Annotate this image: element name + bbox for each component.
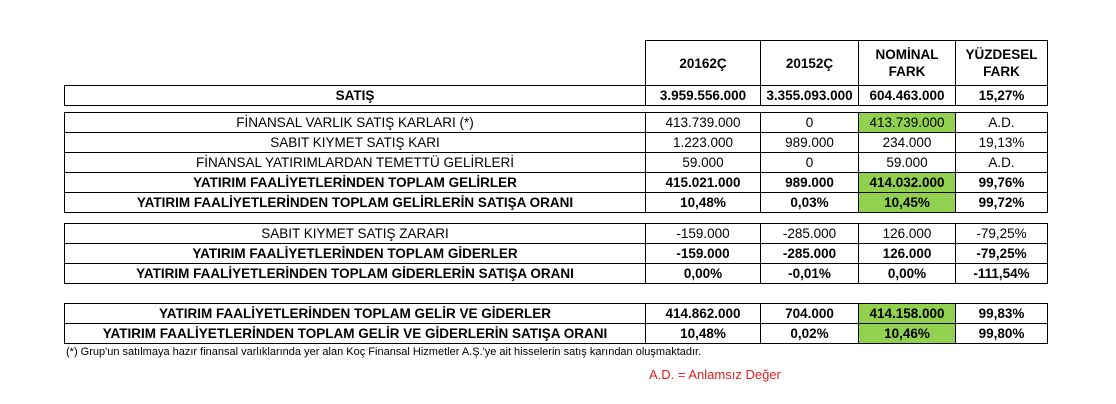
- table-row: YATIRIM FAALİYETLERİNDEN TOPLAM GELİR VE GİDERLER 414.862.000 704.000 414.158.000 99,83%: [65, 304, 1048, 324]
- giderler-table: [64, 223, 1048, 284]
- table-row: YATIRIM FAALİYETLERİNDEN TOPLAM GELİR VE GİDERLERİN SATIŞA ORANI 10,48% 0,02% 10,46% 99,80%: [65, 324, 1048, 344]
- table-row: SABIT KIYMET SATIŞ ZARARI -159.000 -285.000 126.000 -79,25%: [65, 224, 1048, 244]
- row-satis: SATIŞ 3.959.556.000 3.355.093.000 604.463.000 15,27%: [65, 86, 1048, 106]
- table-row: YATIRIM FAALİYETLERİNDEN TOPLAM GELİRLER 415.021.000 989.000 414.032.000 99,76%: [65, 173, 1048, 193]
- header-nominal-fark: NOMİNAL FARK: [859, 41, 956, 86]
- header-yuzdesel-fark: YÜZDESEL FARK: [956, 41, 1048, 86]
- footnote: (*) Grup'un satılmaya hazır finansal varlıklarında yer alan Koç Finansal Hizmetler A.Ş.'ye ait hisselerin satış karından oluşmaktadır.: [66, 346, 702, 358]
- satis-label: SATIŞ: [65, 86, 646, 106]
- table-row: YATIRIM FAALİYETLERİNDEN TOPLAM GİDERLER -159.000 -285.000 126.000 -79,25%: [65, 244, 1048, 264]
- header-2015: 20152Ç: [761, 41, 859, 86]
- header-table: [64, 40, 1048, 106]
- toplam-table: [64, 303, 1048, 344]
- table-row: FİNANSAL YATIRIMLARDAN TEMETTÜ GELİRLERİ 59.000 0 59.000 A.D.: [65, 153, 1048, 173]
- table-row: YATIRIM FAALİYETLERİNDEN TOPLAM GİDERLERİN SATIŞA ORANI 0,00% -0,01% 0,00% -111,54%: [65, 264, 1048, 284]
- table-row: FİNANSAL VARLIK SATIŞ KARLARI (*) 413.739.000 0 413.739.000 A.D.: [65, 113, 1048, 133]
- table-row: YATIRIM FAALİYETLERİNDEN TOPLAM GELİRLERİN SATIŞA ORANI 10,48% 0,03% 10,45% 99,72%: [65, 193, 1048, 213]
- gelirler-table: [64, 112, 1048, 213]
- legend-text: A.D. = Anlamsız Değer: [649, 367, 781, 382]
- table-row: SABIT KIYMET SATIŞ KARI 1.223.000 989.000 234.000 19,13%: [65, 133, 1048, 153]
- header-2016: 20162Ç: [646, 41, 761, 86]
